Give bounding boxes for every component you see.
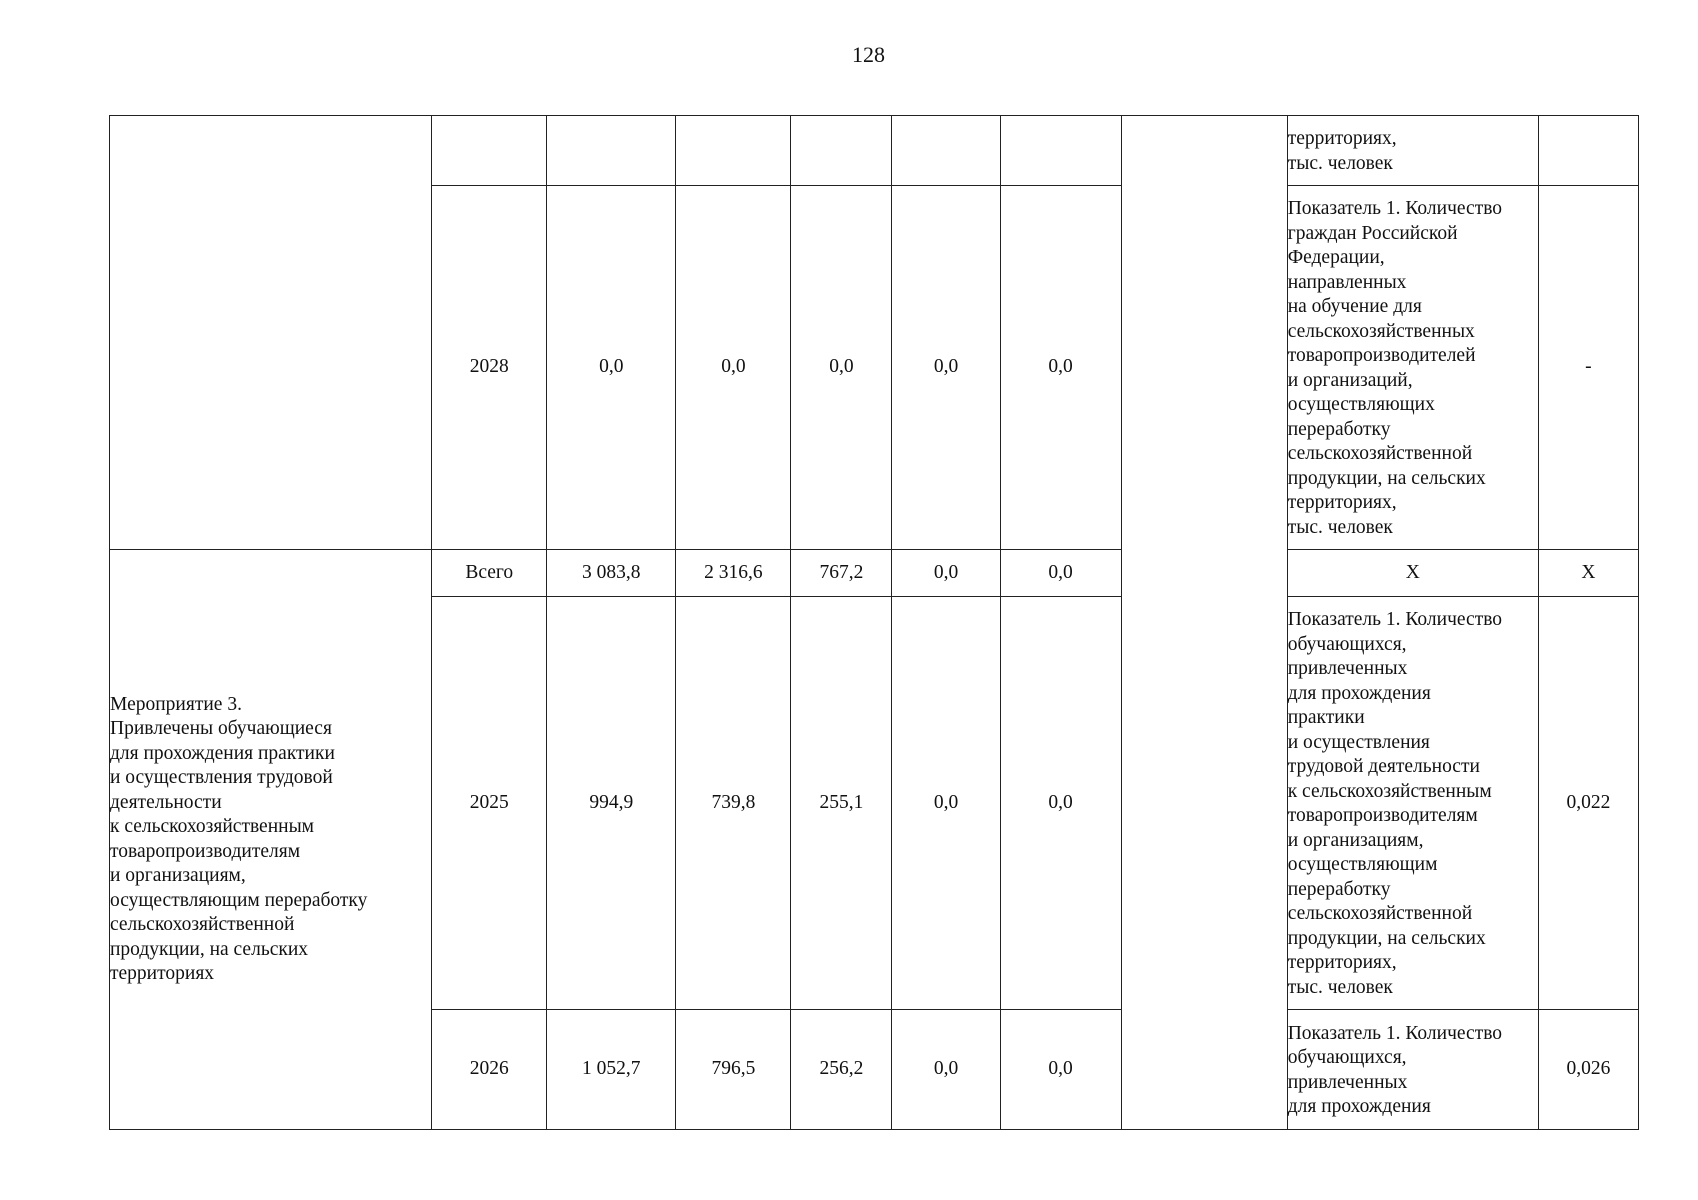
indicator-cell [1287, 116, 1538, 186]
value-total-cell: 1 052,7 [547, 1010, 676, 1130]
year-cell: 2028 [432, 186, 547, 550]
indicator-cell [1287, 1010, 1538, 1130]
indicator-value-cell: 0,026 [1538, 1010, 1638, 1130]
value-cell: 0,0 [1000, 186, 1121, 550]
indicator-value-cell: - [1538, 186, 1638, 550]
value-cell [892, 116, 1000, 186]
year-cell: Всего [432, 550, 547, 597]
value-total-cell [547, 116, 676, 186]
value-cell [676, 116, 791, 186]
indicator-text: Показатель 1. Количество обучающихся, привлеченных для прохождения [1287, 1022, 1503, 1117]
value-cell: 739,8 [676, 597, 791, 1010]
value-cell: 0,0 [1000, 550, 1121, 597]
value-cell: 0,0 [1000, 597, 1121, 1010]
value-cell: 0,0 [791, 186, 892, 550]
indicator-value-cell: X [1538, 550, 1638, 597]
indicator-cell [1287, 186, 1538, 550]
budget-table [109, 115, 1639, 1130]
value-cell: 0,0 [892, 1010, 1000, 1130]
table-row [110, 116, 1639, 186]
indicator-cell: X [1287, 550, 1538, 597]
value-total-cell: 0,0 [547, 186, 676, 550]
value-cell: 0,0 [892, 550, 1000, 597]
year-cell: 2025 [432, 597, 547, 1010]
indicator-value-cell [1538, 116, 1638, 186]
value-cell: 0,0 [676, 186, 791, 550]
indicator-text: Показатель 1. Количество обучающихся, привлеченных для прохождения практики и осуществления трудовой деятельности к сельскохозяйственным товаропроизводителям и организациям, осуществляющим переработку сельскохозяйственной продукции, на сельских территориях, тыс. человек [1287, 609, 1503, 998]
value-cell [791, 116, 892, 186]
page-number: 128 [852, 42, 885, 67]
responsible-cell [1121, 116, 1287, 1130]
indicator-text: территориях, тыс. человек [1287, 128, 1397, 174]
value-cell: 796,5 [676, 1010, 791, 1130]
value-cell [1000, 116, 1121, 186]
measure-cell-previous [110, 116, 432, 550]
table-row [110, 550, 1639, 597]
year-cell: 2026 [432, 1010, 547, 1130]
value-cell: 2 316,6 [676, 550, 791, 597]
value-cell: 256,2 [791, 1010, 892, 1130]
value-cell: 0,0 [892, 597, 1000, 1010]
value-cell: 255,1 [791, 597, 892, 1010]
value-cell: 0,0 [1000, 1010, 1121, 1130]
indicator-cell [1287, 597, 1538, 1010]
indicator-text: Показатель 1. Количество граждан Российской Федерации, направленных на обучение для сельскохозяйственных товаропроизводителей и организаций, осуществляющих переработку сельскохозяйственной продукции, на сельских территориях, тыс. человек [1287, 198, 1503, 538]
measure-3-cell: Мероприятие 3. Привлечены обучающиеся для прохождения практики и осуществления трудовой деятельности к сельскохозяйственным товаропроизводителям и организациям, осуществляющим переработку сельскохозяйственной продукции, на сельских территориях [110, 550, 432, 1130]
value-cell: 0,0 [892, 186, 1000, 550]
value-cell: 767,2 [791, 550, 892, 597]
indicator-value-cell: 0,022 [1538, 597, 1638, 1010]
value-total-cell: 3 083,8 [547, 550, 676, 597]
year-cell [432, 116, 547, 186]
value-total-cell: 994,9 [547, 597, 676, 1010]
